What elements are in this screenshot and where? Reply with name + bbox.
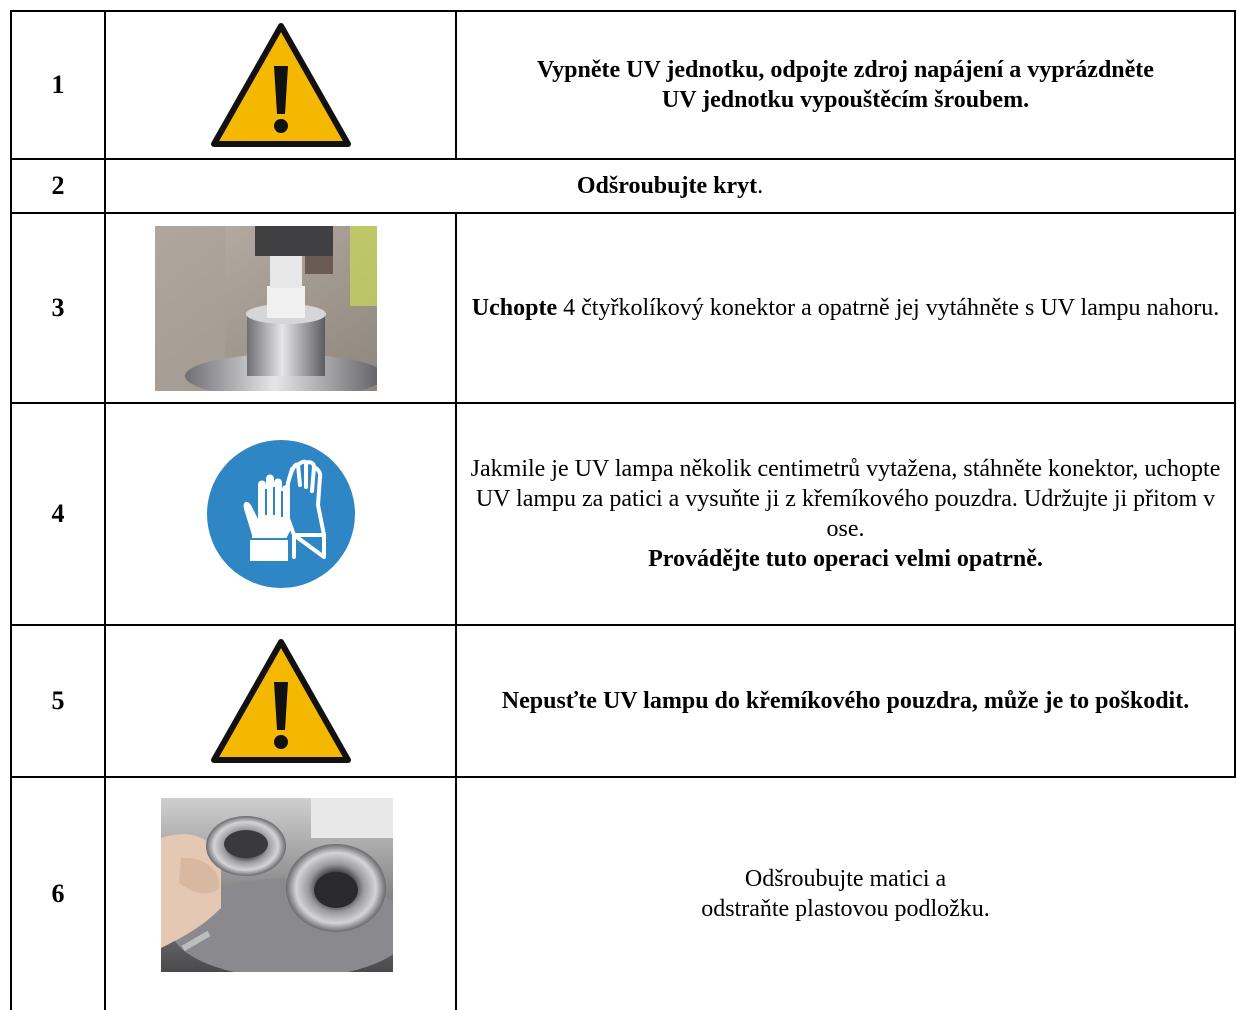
step-number: 4	[51, 499, 65, 528]
step-text-line1: Odšroubujte matici a	[744, 866, 947, 892]
step-text	[106, 160, 1234, 212]
instruction-table	[10, 10, 1236, 1010]
step-number: 6	[51, 879, 65, 908]
gloves-icon	[106, 404, 455, 624]
step-number: 1	[51, 70, 65, 99]
step-text-tail: .	[757, 173, 764, 199]
step-text	[457, 214, 1234, 402]
step-text-normal: 4 čtyřkolíkový konektor a opatrně jej vytáhněte s UV lampu nahoru.	[557, 295, 1220, 321]
warning-icon	[106, 626, 455, 776]
step-text-bold: Vypněte UV jednotku, odpojte zdroj napájení a vyprázdněte UV jednotku vypouštěcím šroubem.	[537, 57, 1154, 113]
lamp-connector-photo	[155, 226, 377, 391]
step-text-normal: Jakmile je UV lampa několik centimetrů vytažena, stáhněte konektor, uchopte UV lampu za patici a vysuňte ji z křemíkového pouzdra. Udržujte ji přitom v ose.	[470, 456, 1221, 542]
step-text-bold: Uchopte	[471, 295, 558, 321]
step-text	[457, 12, 1234, 158]
step-text-bold: Nepusťte UV lampu do křemíkového pouzdra, může je to poškodit.	[501, 688, 1190, 714]
step-number: 5	[51, 686, 65, 715]
step-text	[457, 778, 1234, 1010]
step-text	[457, 404, 1234, 624]
step-number: 2	[51, 171, 65, 200]
step-text-bold: Provádějte tuto operaci velmi opatrně.	[648, 546, 1043, 572]
step-text	[457, 626, 1234, 776]
nut-removal-photo	[161, 798, 393, 972]
step-number: 3	[51, 293, 65, 322]
step-text-bold: Odšroubujte kryt	[576, 173, 758, 199]
warning-icon	[106, 12, 455, 158]
step-text-line2: odstraňte plastovou podložku.	[701, 896, 990, 922]
